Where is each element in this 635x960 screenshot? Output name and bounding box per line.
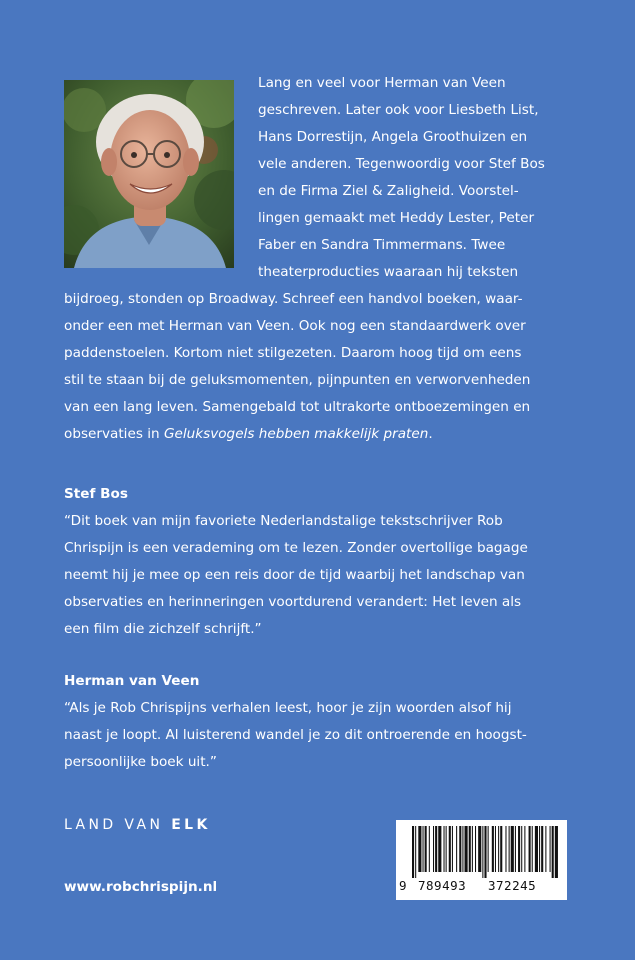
bio-line: Lang en veel voor Herman van Veen (258, 75, 506, 91)
publisher-name-bold: ELK (171, 817, 211, 833)
barcode-bar (541, 826, 543, 872)
barcode-bar (539, 826, 540, 872)
barcode-bar (433, 826, 434, 872)
quote-line: Chrispijn is een verademing om te lezen. Zonder overtollige bagage (64, 540, 528, 556)
barcode-bar (550, 826, 551, 872)
bio-last-suffix: . (428, 426, 433, 442)
barcode-bar (444, 826, 445, 872)
bio-line: theaterproducties waaraan hij teksten (258, 264, 519, 280)
barcode-bar (524, 826, 525, 872)
isbn-first-digit: 9 (399, 878, 408, 893)
bio-line: stil te staan bij de geluksmomenten, pijnpunten en verworvenheden (64, 372, 531, 388)
barcode-bar (469, 826, 471, 872)
quote-author: Stef Bos (64, 486, 128, 502)
barcode-bar (465, 826, 468, 872)
bio-line: en de Firma Ziel & Zaligheid. Voorstel- (258, 183, 519, 199)
quote-line: een film die zichzelf schrijft.” (64, 621, 262, 637)
publisher-logo (64, 817, 211, 833)
bio-line: van een lang leven. Samengebald tot ultrakorte ontboezemingen en (64, 399, 531, 415)
bio-last-prefix: observaties in (64, 426, 164, 442)
bio-last-line (64, 421, 554, 448)
quote-author: Herman van Veen (64, 673, 200, 689)
bio-line: geschreven. Later ook voor Liesbeth List, (258, 102, 539, 118)
quote-stef-bos (64, 481, 569, 643)
book-title: Geluksvogels hebben makkelijk praten (163, 426, 429, 442)
barcode-bar (482, 826, 483, 878)
barcode-bar (509, 826, 510, 872)
barcode-bar (438, 826, 441, 872)
quote-line: “Als je Rob Chrispijns verhalen leest, hoor je zijn woorden alsof hij (64, 700, 512, 716)
publisher-name-light: LAND VAN (64, 817, 172, 833)
barcode-bar (418, 826, 421, 872)
barcode-bar (446, 826, 447, 872)
barcode-bar (511, 826, 514, 872)
barcode-bar (449, 826, 451, 872)
quote-line: neemt hij je mee op een reis door de tijd waarbij het landschap van (64, 567, 525, 583)
barcode-bar (484, 826, 486, 878)
barcode-bar (555, 826, 558, 878)
barcode-bar (472, 826, 473, 872)
website-url: www.robchrispijn.nl (64, 879, 218, 895)
barcode-bar (492, 826, 494, 872)
bio-line: lingen gemaakt met Heddy Lester, Peter (258, 210, 535, 226)
isbn-barcode (396, 820, 567, 900)
bio-line: Faber en Sandra Timmermans. Twee (258, 237, 506, 253)
barcode-bar (435, 826, 437, 872)
barcode-bar (415, 826, 416, 878)
quote-line: “Dit boek van mijn favoriete Nederlandstalige tekstschrijver Rob (64, 513, 503, 529)
barcode-bar (423, 826, 424, 872)
barcode-bar (532, 826, 533, 872)
barcode-bar (535, 826, 538, 872)
bio-line: bijdroeg, stonden op Broadway. Schreef een handvol boeken, waar- (64, 291, 523, 307)
barcode-bar (521, 826, 522, 872)
bio-line: paddenstoelen. Kortom niet stilgezeten. Daarom hoog tijd om eens (64, 345, 522, 361)
barcode-bar (488, 826, 489, 872)
barcode-bar (545, 826, 546, 872)
barcode-bar (518, 826, 520, 872)
barcode-bar (462, 826, 463, 872)
bio-line: vele anderen. Tegenwoordig voor Stef Bos (258, 156, 545, 172)
barcode-bar (552, 826, 554, 878)
isbn-group-left: 789493 (418, 878, 467, 893)
bio-line: onder een met Herman van Veen. Ook nog een standaardwerk over (64, 318, 526, 334)
author-biography (64, 70, 554, 448)
quote-herman-van-veen (64, 668, 569, 776)
bio-line: Hans Dorrestijn, Angela Groothuizen en (258, 129, 528, 145)
barcode-bar (475, 826, 476, 872)
barcode-bar (515, 826, 516, 872)
barcode-bar (498, 826, 499, 872)
photo-spacer (64, 70, 258, 278)
barcode-bar (505, 826, 506, 872)
barcode-bar (495, 826, 496, 872)
quote-line: naast je loopt. Al luisterend wandel je zo dit ontroerende en hoogst- (64, 727, 527, 743)
barcode-bar (459, 826, 461, 872)
barcode-bar (412, 826, 414, 878)
quote-line: observaties en herinneringen voortdurend verandert: Het leven als (64, 594, 522, 610)
barcode-bar (456, 826, 457, 872)
barcode-bar (429, 826, 430, 872)
quote-line: persoonlijke boek uit.” (64, 754, 217, 770)
barcode-bars (396, 820, 567, 878)
barcode-bar (452, 826, 453, 872)
isbn-group-right: 372245 (488, 878, 537, 893)
barcode-bar (478, 826, 481, 872)
barcode-bar (529, 826, 531, 872)
barcode-bar (500, 826, 502, 872)
barcode-bar (425, 826, 427, 872)
